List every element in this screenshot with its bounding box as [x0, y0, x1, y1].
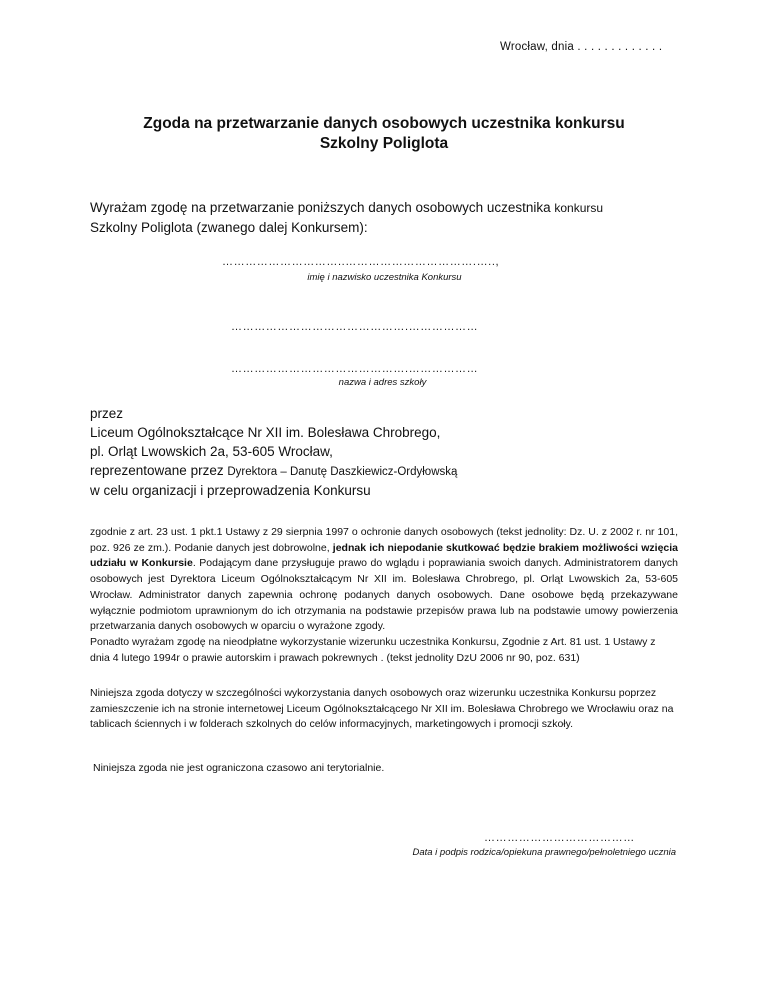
purpose-line: w celu organizacji i przeprowadzenia Konkursu	[90, 483, 371, 498]
legal-basis	[90, 525, 678, 666]
signature-field: …………………………………	[484, 832, 635, 844]
participant-name-caption: imię i nazwisko uczestnika Konkursu	[307, 272, 462, 283]
representative-line	[90, 461, 457, 482]
representative-prefix: reprezentowane przez	[90, 463, 228, 478]
image-consent-paragraph: Ponadto wyrażam zgodę na nieodpłatne wykorzystanie wizerunku uczestnika Konkursu, Zgodnie z Art. 81 ust. 1 Ustawy z dnia 4 lutego 1994r o prawie autorskim i prawach pokrewnych . (tekst jednolity DzU 2006 nr 90, poz. 631)	[90, 635, 656, 664]
no-limit-line: Niniejsza zgoda nie jest ograniczona czasowo ani terytorialnie.	[93, 762, 385, 774]
consent-intro-text: Wyrażam zgodę na przetwarzanie poniższych danych osobowych uczestnika	[90, 200, 551, 215]
controller-block	[90, 404, 457, 482]
legal-text-2: . Podającym dane przysługuje prawo do wglądu i poprawiania swoich danych. Administratorem danych osobowych jest Dyrektora Liceum Ogólnokształcącym Nr XII im. Bolesława Chrobrego, pl. Orląt Lwowskich 2a, 53-605 Wrocław. Administrator danych zapewnia ochronę podanych danych osobowych. Dane osobowe będą przekazywane wyłącznie podmiotom uprawnionym do ich otrzymania na podstawie przepisów prawa lub na podstawie umowy powierzenia przetwarzania danych osobowych w oparciu o wyrażone zgody.	[90, 557, 678, 633]
consent-intro-rest: Szkolny Poliglota (zwanego dalej Konkursem):	[90, 220, 368, 235]
school-field-line-2: ……………………………………….………………	[231, 363, 479, 375]
title-line-2: Szkolny Poliglota	[319, 135, 449, 152]
signature-caption: Data i podpis rodzica/opiekuna prawnego/pełnoletniego ucznia	[412, 847, 676, 858]
scope-paragraph: Niniejsza zgoda dotyczy w szczególności wykorzystania danych osobowych oraz wizerunku uczestnika Konkursu poprzez zamieszczenie ich na stronie internetowej Liceum Ogólnokształcącego Nr XII im. Bolesława Chrobrego we Wrocławiu oraz na tablicach ściennych i w folderach szkolnych do celów informacyjnych, marketingowych i promocji szkoły.	[90, 687, 674, 731]
legal-bold-text: jednak ich niepodanie skutkować będzie brakiem możliwości wzięcia udziału w Konkursie	[90, 541, 679, 570]
school-caption: nazwa i adres szkoły	[338, 377, 427, 388]
przez-label: przez	[90, 406, 124, 421]
school-field-line-1: ……………………………………….………………	[231, 321, 479, 333]
school-name: Liceum Ogólnokształcące Nr XII im. Bolesława Chrobrego,	[90, 425, 441, 440]
place-date-line: Wrocław, dnia . . . . . . . . . . . . .	[500, 41, 663, 53]
consent-intro	[90, 198, 678, 237]
legal-paragraph	[90, 525, 678, 635]
legal-text-1: zgodnie z art. 23 ust. 1 pkt.1 Ustawy z 29 sierpnia 1997 o ochronie danych osobowych (tekst jednolity: Dz. U. z 2002 r. nr 101, poz. 926 ze zm.). Podanie danych jest dobrowolne,	[90, 526, 678, 554]
consent-intro-small: konkursu	[554, 201, 604, 215]
document-title	[0, 114, 768, 154]
representative-name: Dyrektora – Danutę Daszkiewicz-Ordyłowską	[227, 466, 458, 478]
title-line-1: Zgoda na przetwarzanie danych osobowych uczestnika konkursu	[143, 115, 625, 132]
participant-name-field: …………………………..…………………………….…..,	[222, 256, 500, 268]
school-address: pl. Orląt Lwowskich 2a, 53-605 Wrocław,	[90, 444, 333, 459]
